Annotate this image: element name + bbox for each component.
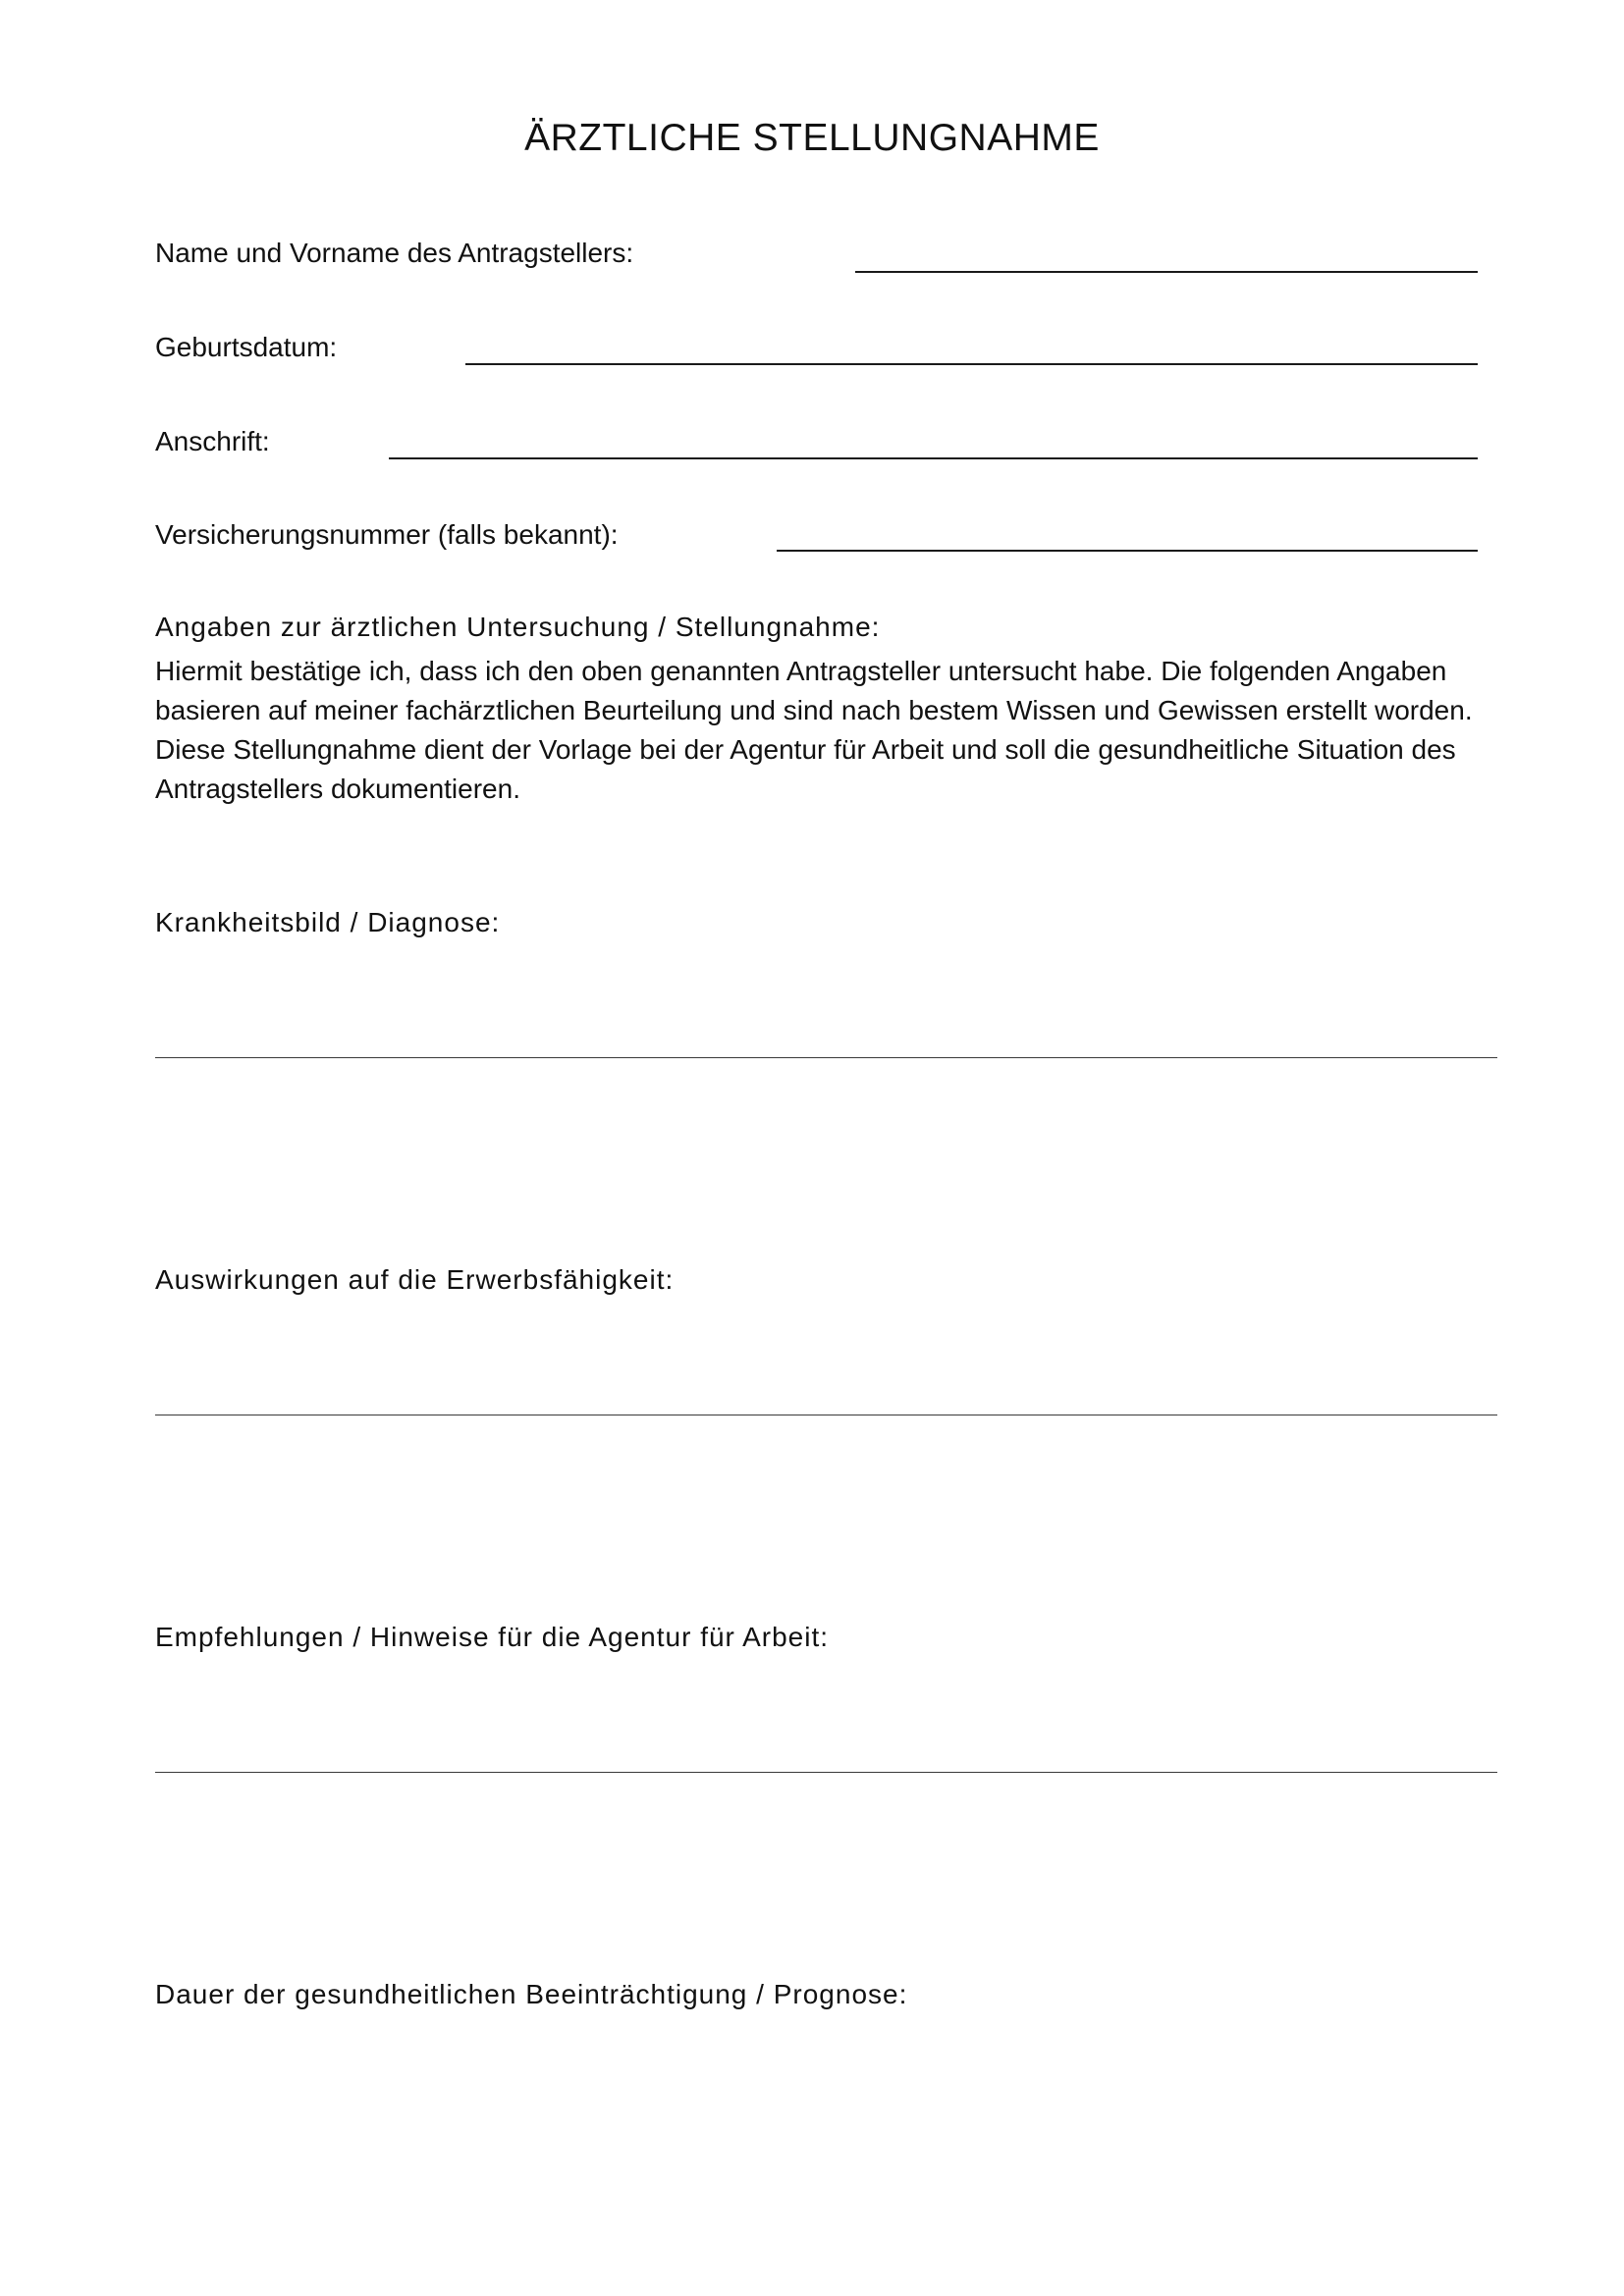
name-label: Name und Vorname des Antragstellers: [155,238,634,268]
statement-line: basieren auf meiner fachärztlichen Beurteilung und sind nach bestem Wissen und Gewissen erstellt worden. [155,695,1473,725]
statement-line: Diese Stellungnahme dient der Vorlage bei der Agentur für Arbeit und soll die gesundheitliche Situation des [155,734,1456,765]
insurance-number-label: Versicherungsnummer (falls bekannt): [155,519,619,550]
prognosis-label: Dauer der gesundheitlichen Beeinträchtigung / Prognose: [155,1979,908,2009]
employability-label: Auswirkungen auf die Erwerbsfähigkeit: [155,1264,675,1295]
address-label: Anschrift: [155,426,270,456]
recommendations-label: Empfehlungen / Hinweise für die Agentur für Arbeit: [155,1622,830,1652]
address-field-line[interactable] [389,457,1478,459]
recommendations-field-line[interactable] [155,1772,1497,1773]
birthdate-field-line[interactable] [465,363,1478,365]
diagnosis-label: Krankheitsbild / Diagnose: [155,907,501,937]
insurance-number-field-line[interactable] [777,550,1478,552]
birthdate-label: Geburtsdatum: [155,332,338,362]
diagnosis-field-line[interactable] [155,1057,1497,1058]
name-field-line[interactable] [855,271,1478,273]
statement-line: Antragstellers dokumentieren. [155,774,520,804]
examination-statement [155,652,1530,809]
examination-heading: Angaben zur ärztlichen Untersuchung / Stellungnahme: [155,612,881,642]
document-title: ÄRZTLICHE STELLUNGNAHME [524,117,1100,159]
statement-line: Hiermit bestätige ich, dass ich den oben genannten Antragsteller untersucht habe. Die folgenden Angaben [155,656,1447,686]
